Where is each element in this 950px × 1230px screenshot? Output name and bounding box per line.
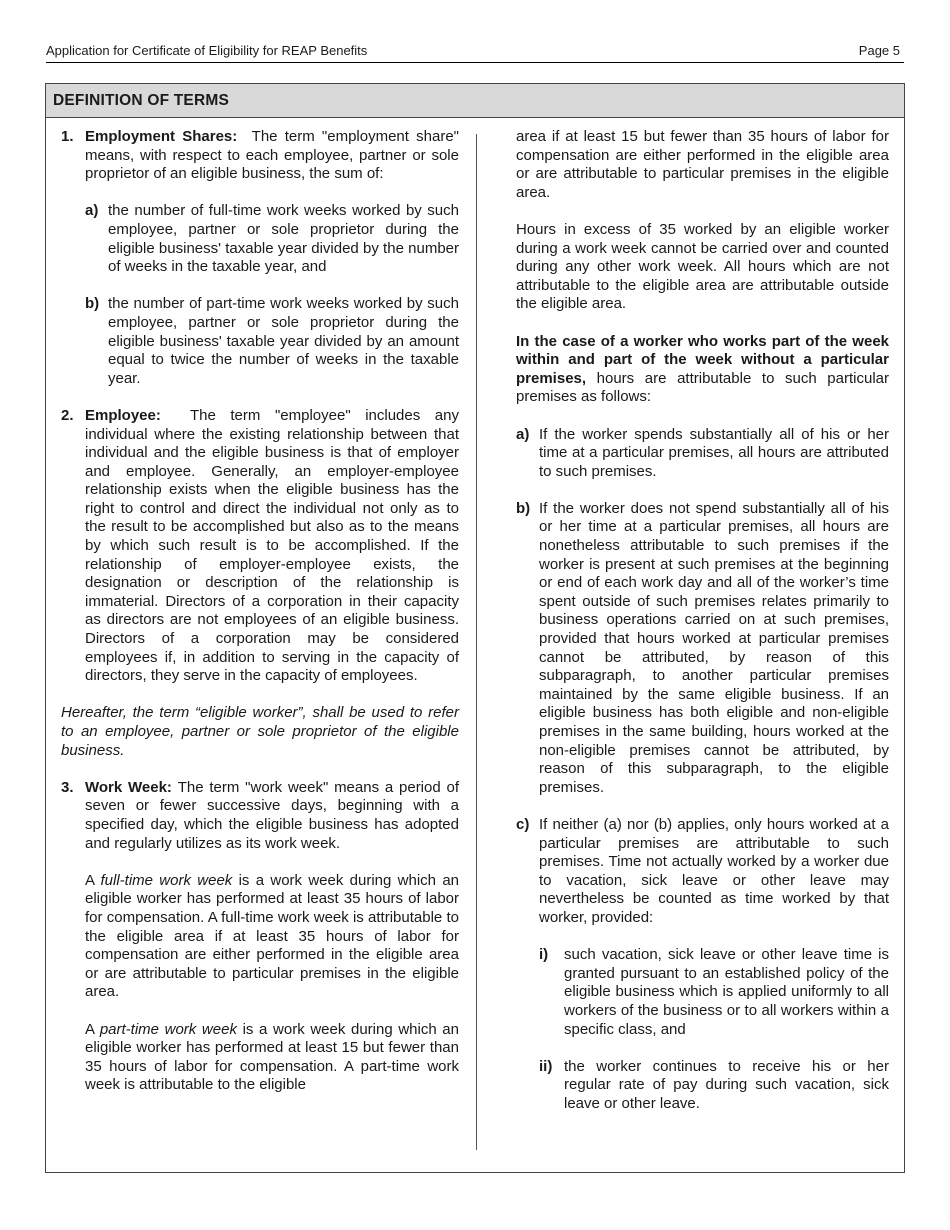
- case-subitem-c: [516, 816, 889, 928]
- defined-term: part-time work week: [99, 1020, 237, 1038]
- item-text: [85, 407, 459, 686]
- section-title: DEFINITION OF TERMS: [46, 84, 904, 118]
- item-term: Employee:: [85, 406, 161, 424]
- item-number: 3.: [61, 778, 74, 796]
- subitem-text: such vacation, sick leave or other leave time is granted pursuant to an established policy of the eligible business which is applied uniformly to all workers of the business or to all workers within a specific class, and: [564, 946, 889, 1038]
- defined-term: full-time work week: [100, 871, 233, 889]
- right-column: [516, 128, 889, 1113]
- subitem-label: a): [85, 202, 99, 220]
- header-rule: [46, 62, 904, 63]
- item-employee: [61, 407, 459, 686]
- subitem-a: [85, 202, 459, 276]
- item-work-week: [61, 779, 459, 853]
- hereafter-note: [61, 704, 459, 760]
- part-time-continued: area if at least 15 but fewer than 35 hours of labor for compensation are either performed in the eligible area or are attributable to particular premises in the eligible area.: [516, 128, 889, 201]
- definitions-box: [45, 83, 905, 1173]
- item-body: The term "work week" means a period of seven or fewer successive days, beginning with a specified day, which the eligible business has adopted and regularly utilizes as its work week.: [85, 778, 459, 852]
- case-subitem-i: [539, 946, 889, 1039]
- item-body: The term "employment share" means, with respect to each employee, partner or sole proprietor of an eligible business, the sum of:: [85, 128, 459, 183]
- case-subitem-a: [516, 426, 889, 482]
- subitem-label: b): [85, 295, 100, 313]
- item-text: [85, 128, 459, 184]
- left-column: [61, 128, 459, 1095]
- subitem-label: ii): [539, 1057, 553, 1075]
- hereafter-text: Hereafter, the term “eligible worker”, shall be used to refer to an employee, partner or sole proprietor of the eligible business.: [61, 704, 459, 759]
- case-bold: In the case of a worker who works part of the week within and part of the week without a particular premises,: [516, 332, 889, 387]
- item-number: 2.: [61, 406, 74, 424]
- subitem-label: i): [539, 946, 549, 964]
- part-time-definition: A part-time work week is a work week during which an eligible worker has performed at least 15 but fewer than 35 hours of labor for compensation. A part-time work week is attributable to the eligible: [85, 1020, 459, 1094]
- excess-hours-paragraph: Hours in excess of 35 worked by an eligible worker during a work week cannot be carried over and counted during any other work week. All hours which are not attributable to the eligible area are attributable outside the eligible area.: [516, 220, 889, 313]
- document-title: Application for Certificate of Eligibility for REAP Benefits: [46, 43, 368, 58]
- subitem-label: a): [516, 425, 530, 443]
- case-subitem-ii: [539, 1058, 889, 1114]
- subitem-text: the number of part-time work weeks worked by such employee, partner or sole proprietor during the eligible business' taxable year divided by an amount equal to twice the number of weeks in the taxable year.: [108, 295, 459, 387]
- subitem-text: the number of full-time work weeks worked by such employee, partner or sole proprietor during the eligible business' taxable year divided by the number of weeks in the taxable year, and: [108, 202, 459, 276]
- subitem-label: b): [516, 499, 531, 517]
- item-term: Work Week:: [85, 778, 172, 796]
- subitem-text: If the worker spends substantially all of his or her time at a particular premises, all hours are attributed to such premises.: [539, 425, 889, 480]
- page-number: Page 5: [858, 43, 900, 58]
- subitem-label: c): [516, 815, 530, 833]
- item-employment-shares: [61, 128, 459, 184]
- item-term: Employment Shares:: [85, 128, 238, 145]
- item-text: [85, 779, 459, 853]
- full-time-definition: A full-time work week is a work week during which an eligible worker has performed at least 35 hours of labor for compensation. A full-time work week is attributable to the eligible area if at least 35 hours of labor for compensation are either performed in the eligible area or are attributable to particular premises in the eligible area.: [85, 871, 460, 1001]
- subitem-text: If neither (a) nor (b) applies, only hours worked at a particular premises are attributable to such premises. Time not actually worked by a worker due to vacation, sick leave or other leave may nevertheless be counted as time worked by that worker, provided:: [539, 815, 889, 926]
- column-divider: [476, 134, 477, 1150]
- subitem-b: [85, 295, 459, 388]
- case-subitem-b: [516, 500, 889, 798]
- subitem-text: If the worker does not spend substantially all of his or her time at a particular premises, all hours are nonetheless attributable to such premises if the worker is present at such premises at the beginning or end of each work day and all of the worker’s time spent outside of such premises relates primarily to business operations carried on at such premises, provided that hours worked at particular premises cannot be attributed, by reason of this subparagraph, to another particular premises maintained by the same eligible business. If an eligible business has both eligible and non-eligible premises in the same building, hours worked at the non-eligible premises cannot be attributed, by reason of this subparagraph, to the eligible premises.: [539, 499, 889, 796]
- item-body: The term "employee" includes any individual where the existing relationship between that individual and the eligible business is that of employer and employee. Generally, an employer-employee relationship exists when the eligible business has the right to control and direct the individual not only as to the result to be accomplished but also as to the means by which such result is to be accomplished. If the relationship of employer-employee exists, the designation or description of the relationship is immaterial. Directors of a corporation in their capacity as directors are not employees of an eligible business. Directors of a corporation may be considered employees if, in addition to serving in the capacity of directors, they serve in the capacity of employees.: [85, 406, 459, 685]
- case-paragraph: In the case of a worker who works part of the week within and part of the week without a particular premises, hours are attributable to such particular premises as follows:: [516, 332, 889, 406]
- item-number: 1.: [61, 128, 74, 145]
- subitem-text: the worker continues to receive his or her regular rate of pay during such vacation, sick leave or other leave.: [564, 1057, 889, 1112]
